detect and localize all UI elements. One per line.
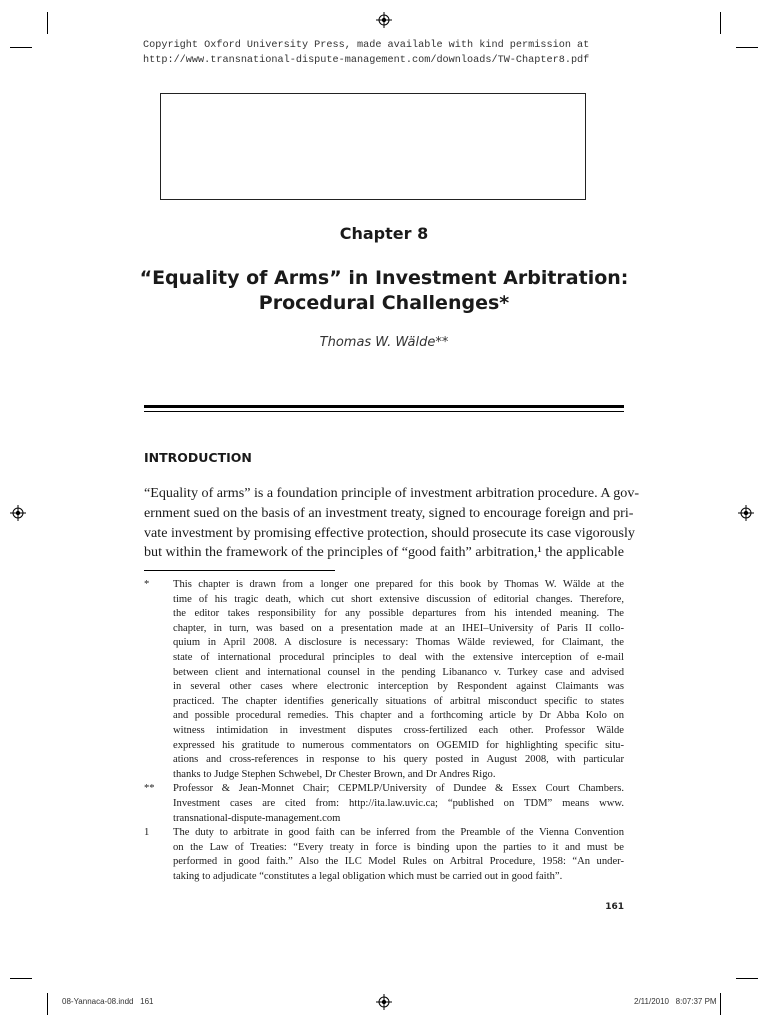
footnotes bbox=[144, 578, 624, 884]
body-paragraph bbox=[144, 484, 640, 563]
chapter-title-line: “Equality of Arms” in Investment Arbitration: bbox=[139, 267, 629, 289]
footnote-line: witness intimidation in investment disputes cross-fertilized each other. Professor Wälde bbox=[173, 724, 624, 736]
crop-mark bbox=[736, 47, 758, 48]
footnote-mark: * bbox=[144, 579, 150, 590]
chapter-label: Chapter 8 bbox=[339, 224, 429, 243]
footnote-line: The duty to arbitrate in good faith can be inferred from the Preamble of the Vienna Convention bbox=[173, 827, 624, 839]
slug-file: 08-Yannaca-08.indd 161 bbox=[62, 997, 154, 1006]
footnote-line: and possible procedural remedies. This chapter and a forthcoming article by Dr Abba Kolo on bbox=[173, 710, 624, 722]
copyright-line: Copyright Oxford University Press, made available with kind permission at bbox=[143, 40, 590, 51]
footnote bbox=[144, 826, 624, 884]
empty-frame bbox=[160, 93, 586, 200]
crop-mark bbox=[10, 978, 32, 979]
footnote-rule bbox=[144, 570, 335, 571]
footnote-line: state of international procedural principles to deal with the extensive interception of e-mail bbox=[173, 651, 624, 663]
footnote-line: on the Law of Treaties: “Every treaty in force is binding upon the parties to it and must be bbox=[173, 841, 624, 853]
footnote-line: transnational-dispute-management.com bbox=[173, 812, 341, 824]
crop-mark bbox=[736, 978, 758, 979]
footnote-line: Investment cases are cited from: http://ita.law.uvic.ca; “published on TDM” means www. bbox=[173, 797, 624, 809]
registration-mark-icon bbox=[10, 505, 26, 521]
body-line: vate investment by promising effective protection, should prosecute its case vigorously bbox=[144, 524, 635, 541]
crop-mark bbox=[720, 993, 721, 1015]
body-line: but within the framework of the principles of “good faith” arbitration,¹ the applicable bbox=[144, 544, 624, 561]
section-heading: INTRODUCTION bbox=[144, 450, 252, 465]
footnote-line: quium in April 2008. A disclosure is necessary: Thomas Wälde reviewed, for Claimant, the bbox=[173, 637, 624, 649]
crop-mark bbox=[47, 993, 48, 1015]
page-number: 161 bbox=[605, 902, 624, 912]
footnote-line: the editor takes responsibility for any possible departures from his intended meaning. The bbox=[173, 608, 624, 620]
chapter-title bbox=[100, 266, 668, 316]
footnote-mark: 1 bbox=[144, 827, 150, 839]
footnote-line: between client and international counsel in the pending Libananco v. Turkey case and advised bbox=[173, 666, 624, 678]
crop-mark bbox=[10, 47, 32, 48]
body-line: “Equality of arms” is a foundation principle of investment arbitration procedure. A gov- bbox=[144, 485, 640, 501]
footnote-line: expressed his gratitude to numerous commentators on OGEMID for highlighting specific situ- bbox=[173, 739, 624, 751]
author-name: Thomas W. Wälde** bbox=[319, 335, 449, 350]
title-rule bbox=[144, 411, 624, 412]
copyright-url: http://www.transnational-dispute-management.com/downloads/TW-Chapter8.pdf bbox=[143, 55, 590, 66]
registration-mark-icon bbox=[738, 505, 754, 521]
crop-mark bbox=[47, 12, 48, 34]
crop-mark bbox=[720, 12, 721, 34]
chapter-title-line: Procedural Challenges* bbox=[258, 292, 510, 314]
footnote-line: chapter, in turn, was based on a presentation made at an IHEI–University of Paris II collo- bbox=[173, 622, 624, 634]
registration-mark-icon bbox=[376, 12, 392, 28]
footnote-line: practiced. The chapter identifies generically situations of arbitral misconduct specific to states bbox=[173, 695, 624, 707]
footnote-line: ations and cross-references in response to his query posted in August 2008, with particular bbox=[173, 754, 624, 766]
footnote-line: in several other cases where electronic interception by Respondent against Claimants was bbox=[173, 681, 624, 693]
footnote-line: thanks to Judge Stephen Schwebel, Dr Chester Brown, and Dr Andres Rigo. bbox=[173, 768, 496, 780]
footnote-line: taking to adjudicate “constitutes a legal obligation which must be carried out in good faith”. bbox=[173, 870, 563, 882]
footnote-line: Professor & Jean-Monnet Chair; CEPMLP/University of Dundee & Essex Court Chambers. bbox=[173, 783, 624, 795]
footnote bbox=[144, 782, 624, 826]
footnote-line: This chapter is drawn from a longer one prepared for this book by Thomas W. Wälde at the bbox=[173, 579, 624, 590]
footnote-line: performed in good faith.” Also the ILC Model Rules on Arbitral Procedure, 1958: “An under- bbox=[173, 856, 624, 868]
footnote-line: time of his tragic death, which cut short extensive discussion of editorial changes. Therefore, bbox=[173, 593, 624, 605]
footnote bbox=[144, 578, 624, 782]
footnote-mark: ** bbox=[144, 783, 155, 795]
body-line: ernment sued on the basis of an investment treaty, signed to encourage foreign and pri- bbox=[144, 504, 634, 521]
registration-mark-icon bbox=[376, 994, 392, 1010]
slug-timestamp: 2/11/2010 8:07:37 PM bbox=[634, 997, 717, 1006]
copyright-notice bbox=[143, 38, 589, 68]
title-rule bbox=[144, 405, 624, 408]
